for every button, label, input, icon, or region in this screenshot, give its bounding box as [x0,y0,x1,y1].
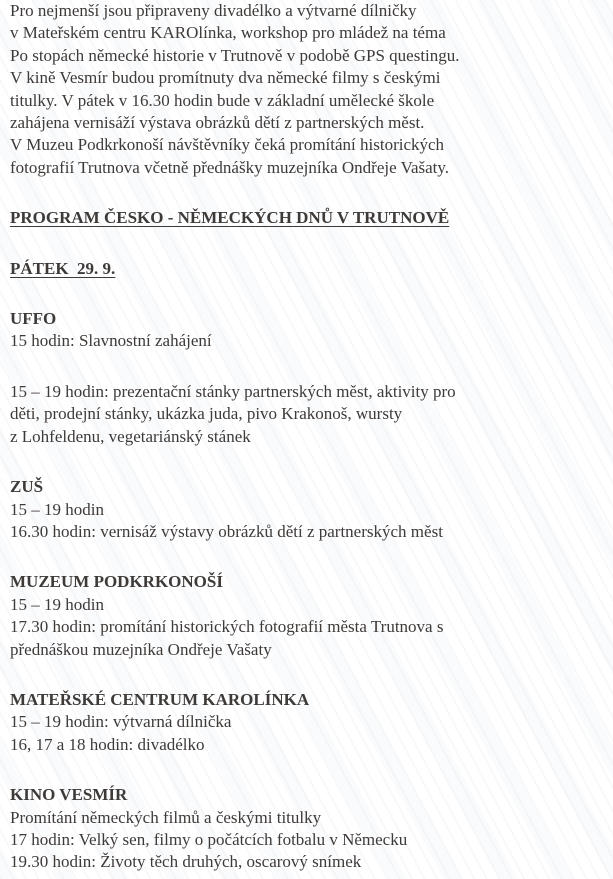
venue-block-muzeum [10,571,603,661]
venue-lines [10,330,603,352]
text-line: 16.30 hodin: vernisáž výstavy obrázků dětí z partnerských měst [10,521,443,541]
venue-lines [10,499,603,544]
text-line: 16, 17 a 18 hodin: divadélko [10,734,205,754]
text-line: 15 – 19 hodin: prezentační stánky partnerských měst, aktivity pro [10,381,456,401]
text-line: z Lohfeldenu, vegetariánský stánek [10,426,251,446]
text-line: fotografií Trutnova včetně přednášky muzejníka Ondřeje Vašaty. [10,157,450,177]
venue-block-materske-centrum [10,689,603,756]
venue-lines [10,711,603,756]
day-heading-text: PÁTEK 29. 9. [10,258,116,278]
text-line: 17.30 hodin: promítání historických fotografií města Trutnova s [10,617,444,637]
text-line: 15 hodin: Slavnostní zahájení [10,331,212,351]
intro-paragraph [10,0,603,179]
venue-block-uffo-details [10,381,603,448]
text-line: 19.30 hodin: Životy těch druhých, oscarový snímek [10,852,362,872]
text-line: 15 – 19 hodin: výtvarná dílnička [10,712,232,732]
venue-name: MUZEUM PODKRKONOŠÍ [10,572,223,592]
day-heading [10,258,603,280]
text-line: děti, prodejní stánky, ukázka juda, pivo Krakonoš, wursty [10,404,403,424]
text-line: Pro nejmenší jsou připraveny divadélko a výtvarné dílničky [10,1,417,20]
venue-name: ZUŠ [10,477,44,497]
venue-lines [10,594,603,661]
text-line: v Mateřském centru KAROlínka, workshop pro mládež na téma [10,23,446,43]
text-line: přednáškou muzejníka Ondřeje Vašaty [10,639,272,659]
venue-name: UFFO [10,309,57,329]
venue-block-zus [10,476,603,543]
text-line: V Muzeu Podkrkonoší návštěvníky čeká promítání historických [10,135,445,155]
text-line: 15 – 19 hodin [10,594,104,614]
text-line: Promítání německých filmů a českými titulky [10,807,322,827]
program-heading-text: PROGRAM ČESKO - NĚMECKÝCH DNŮ V TRUTNOVĚ [10,208,450,228]
text-line: 17 hodin: Velký sen, filmy o počátcích fotbalu v Německu [10,829,408,849]
text-line: zahájena vernisáží výstava obrázků dětí z partnerských měst. [10,113,425,133]
venue-block-uffo [10,308,603,353]
venue-name: KINO VESMÍR [10,785,128,805]
text-line: V kině Vesmír budou promítnuty dva německé filmy s českými [10,68,441,88]
venue-block-kino-vesmir [10,784,603,874]
text-line: Po stopách německé historie v Trutnově v podobě GPS questingu. [10,45,460,65]
program-heading [10,207,603,229]
venue-lines [10,381,603,448]
text-line: titulky. V pátek v 16.30 hodin bude v základní umělecké škole [10,90,435,110]
venue-lines [10,807,603,874]
text-line: 15 – 19 hodin [10,499,104,519]
venue-name: MATEŘSKÉ CENTRUM KAROLÍNKA [10,689,310,709]
